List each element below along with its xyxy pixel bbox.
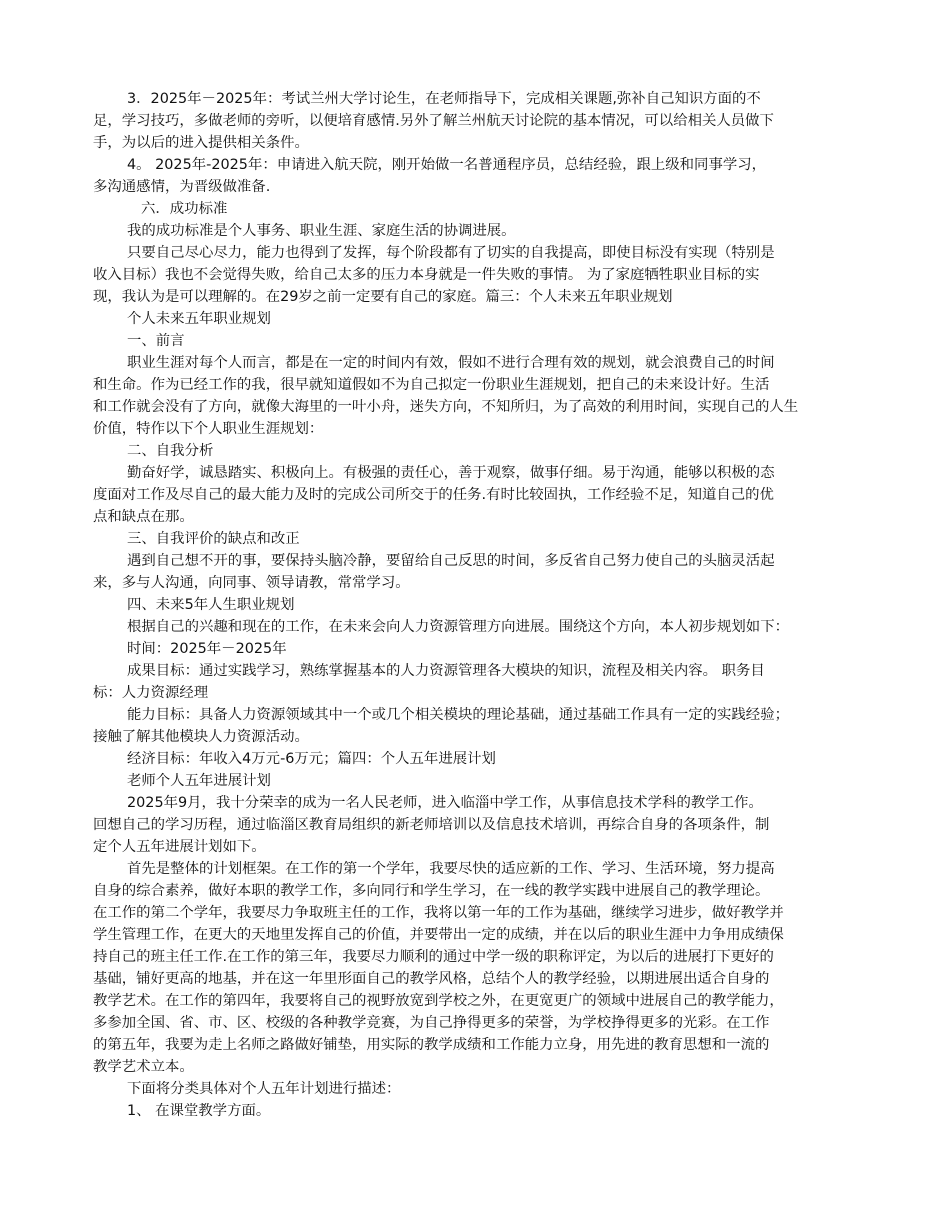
text-line: 收入目标）我也不会觉得失败，给自己太多的压力本身就是一件失败的事情。 为了家庭牺牲职业目标的实 (93, 267, 760, 283)
text-line: 遇到自己想不开的事，要保持头脑冷静，要留给自己反思的时间，多反省自己努力使自己的头脑灵活起 (127, 553, 775, 569)
text-line: 我的成功标准是个人事务、职业生涯、家庭生活的协调进展。 (127, 223, 516, 239)
text-line: 点和缺点在那。 (93, 509, 194, 525)
section-heading: 六．成功标准 (141, 201, 228, 217)
section-heading: 一、前言 (127, 333, 185, 349)
text-line: 职业生涯对每个人而言，都是在一定的时间内有效，假如不进行合理有效的规划，就会浪费自己的时间 (127, 355, 775, 371)
text-line: 勤奋好学，诚恳踏实、积极向上。有极强的责任心，善于观察，做事仔细。易于沟通，能够以积极的态 (127, 465, 775, 481)
text-line: 回想自己的学习历程，通过临淄区教育局组织的新老师培训以及信息技术培训，再综合自身的各项条件，制 (93, 817, 770, 833)
text-line: 多参加全国、省、市、区、校级的各种教学竞赛，为自己挣得更多的荣誉，为学校挣得更多的光彩。在工作 (93, 1015, 770, 1031)
text-line: 手，为以后的进入提供相关条件。 (93, 135, 309, 151)
text-line: 时间：2025年－2025年 (127, 641, 287, 657)
text-line: 的第五年，我要为走上名师之路做好铺垫，用实际的教学成绩和工作能力立身，用先进的教育思想和一流的 (93, 1037, 770, 1053)
list-item: 1、 在课堂教学方面。 (127, 1103, 271, 1119)
text-line: 根据自己的兴趣和现在的工作，在未来会向人力资源管理方向进展。围绕这个方向，本人初步规划如下： (127, 619, 789, 635)
text-line: 只要自己尽心尽力，能力也得到了发挥，每个阶段都有了切实的自我提高，即使目标没有实现（特别是 (127, 245, 775, 261)
section-heading: 四、未来5年人生职业规划 (127, 597, 295, 613)
document-title: 老师个人五年进展计划 (127, 773, 271, 789)
text-line: 2025年9月，我十分荣幸的成为一名人民老师，进入临淄中学工作，从事信息技术学科的教学工作。 (127, 795, 763, 811)
text-line: 来，多与人沟通，向同事、领导请教，常常学习。 (93, 575, 410, 591)
text-line: 定个人五年进展计划如下。 (93, 839, 266, 855)
text-line: 接触了解其他模块人力资源活动。 (93, 729, 309, 745)
text-line: 首先是整体的计划框架。在工作的第一个学年，我要尽快的适应新的工作、学习、生活环境，努力提高 (127, 861, 775, 877)
section-heading: 三、自我评价的缺点和改正 (127, 531, 300, 547)
text-line: 3．2025年－2025年：考试兰州大学讨论生，在老师指导下，完成相关课题,弥补自己知识方面的不 (127, 91, 761, 107)
text-line: 自身的综合素养，做好本职的教学工作，多向同行和学生学习，在一线的教学实践中进展自己的教学理论。 (93, 883, 770, 899)
text-line: 度面对工作及尽自己的最大能力及时的完成公司所交于的任务.有时比较固执，工作经验不足，知道自己的优 (93, 487, 774, 503)
text-line: 能力目标：具备人力资源领域其中一个或几个相关模块的理论基础，通过基础工作具有一定的实践经验； (127, 707, 789, 723)
document-title: 个人未来五年职业规划 (127, 311, 271, 327)
text-line: 和生命。作为已经工作的我，很早就知道假如不为自己拟定一份职业生涯规划，把自己的未来设计好。生活 (93, 377, 770, 393)
text-line: 成果目标：通过实践学习，熟练掌握基本的人力资源管理各大模块的知识，流程及相关内容。 职务目 (127, 663, 765, 679)
text-line: 在工作的第二个学年，我要尽力争取班主任的工作，我将以第一年的工作为基础，继续学习进步，做好教学并 (93, 905, 784, 921)
text-line: 经济目标：年收入4万元-6万元；篇四：个人五年进展计划 (127, 751, 496, 767)
text-line: 标：人力资源经理 (93, 685, 209, 701)
text-line: 教学艺术立本。 (93, 1059, 194, 1075)
section-heading: 二、自我分析 (127, 443, 214, 459)
text-line: 多沟通感情，为晋级做准备. (93, 179, 271, 195)
text-line: 价值，特作以下个人职业生涯规划： (93, 421, 324, 437)
text-line: 持自己的班主任工作.在工作的第三年，我要尽力顺利的通过中学一级的职称评定，为以后的进展打下更好的 (93, 949, 774, 965)
text-line: 现，我认为是可以理解的。在29岁之前一定要有自己的家庭。篇三：个人未来五年职业规划 (93, 289, 673, 305)
text-line: 和工作就会没有了方向，就像大海里的一叶小舟，迷失方向，不知所归，为了高效的利用时间，实现自己的人生 (93, 399, 799, 415)
text-line: 下面将分类具体对个人五年计划进行描述： (127, 1081, 401, 1097)
text-line: 4。 2025年-2025年：申请进入航天院，刚开始做一名普通程序员，总结经验，跟上级和同事学习， (127, 157, 767, 173)
text-line: 学生管理工作，在更大的天地里发挥自己的价值，并要带出一定的成绩，并在以后的职业生涯中力争用成绩保 (93, 927, 784, 943)
text-line: 教学艺术。在工作的第四年，我要将自己的视野放宽到学校之外，在更宽更广的领域中进展自己的教学能力， (93, 993, 784, 1009)
text-line: 基础，铺好更高的地基，并在这一年里形面自己的教学风格，总结个人的教学经验，以期进展出适合自身的 (93, 971, 770, 987)
document-page (93, 88, 863, 1122)
text-line: 足，学习技巧，多做老师的旁听，以便培育感情.另外了解兰州航天讨论院的基本情况，可以给相关人员做下 (93, 113, 774, 129)
